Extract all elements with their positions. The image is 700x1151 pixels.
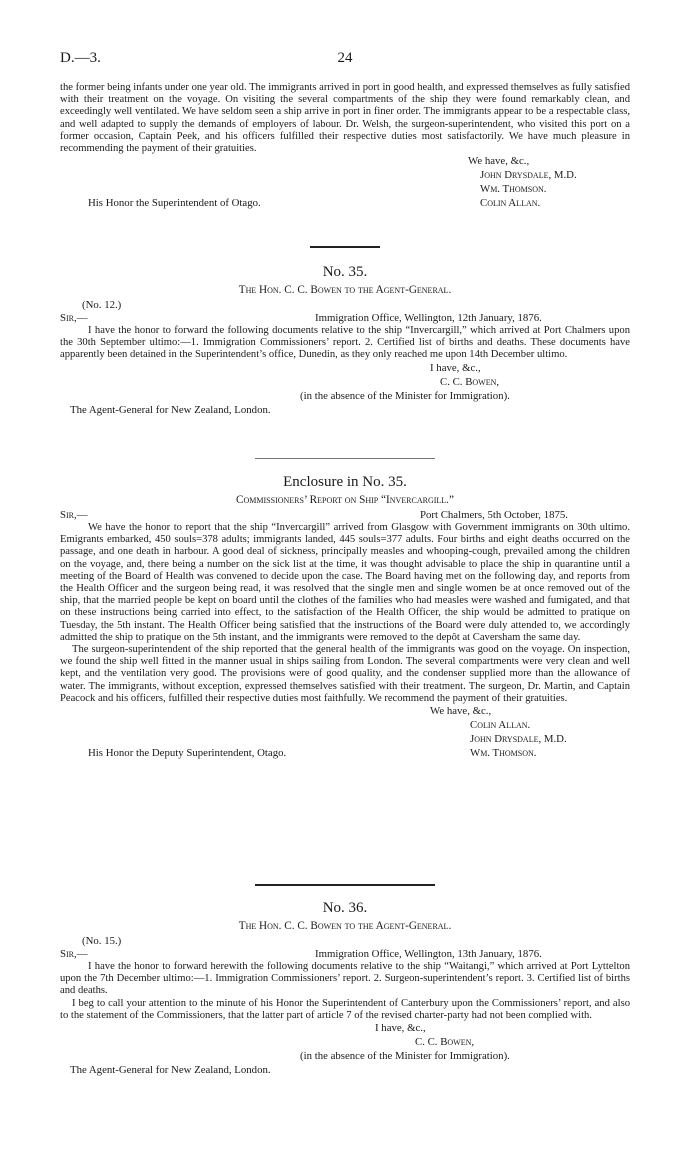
reference-row bbox=[60, 935, 630, 948]
reference-number: (No. 12.) bbox=[82, 299, 122, 311]
signer-note: (in the absence of the Minister for Immigration). bbox=[300, 389, 510, 402]
letter-body: I have the honor to forward herewith the following documents relative to the ship “Waitangi,” which arrived at Port Lyttelton upon the 7th December ultimo:—1. Immigration Commissioners’ report. 2. Surgeon-superintendent’s report. 3. Certified list of births and deaths. bbox=[60, 961, 630, 997]
salutation: Sir,— bbox=[60, 509, 88, 521]
signer-note-row bbox=[60, 1050, 630, 1064]
letter-subtitle: The Hon. C. C. Bowen to the Agent-General. bbox=[238, 920, 452, 932]
letter-title: No. 35. bbox=[322, 264, 368, 280]
salutation-row bbox=[60, 948, 630, 961]
salutation-row bbox=[60, 312, 630, 325]
closing-text: I have, &c., bbox=[430, 361, 481, 374]
report-continuation bbox=[60, 82, 630, 211]
closing-line bbox=[60, 1022, 630, 1036]
addressee: The Agent-General for New Zealand, London. bbox=[70, 403, 271, 416]
addressee: His Honor the Deputy Superintendent, Otago. bbox=[88, 747, 287, 760]
place-date: Immigration Office, Wellington, 12th January, 1876. bbox=[315, 312, 542, 324]
signatory: Wm. Thomson. bbox=[480, 183, 547, 196]
place-date: Immigration Office, Wellington, 13th January, 1876. bbox=[315, 948, 542, 960]
closing-text: We have, &c., bbox=[468, 155, 530, 168]
signatory: Wm. Thomson. bbox=[470, 747, 537, 760]
addressee: The Agent-General for New Zealand, London. bbox=[70, 1064, 271, 1077]
signatory: Colin Allan. bbox=[470, 719, 531, 732]
salutation: Sir,— bbox=[60, 312, 88, 324]
signatory-row bbox=[60, 719, 630, 733]
signatory-row bbox=[60, 747, 630, 761]
closing-text: We have, &c., bbox=[430, 705, 492, 718]
enclosure-title: Enclosure in No. 35. bbox=[283, 474, 407, 490]
salutation-row bbox=[60, 509, 630, 522]
signatory-row bbox=[60, 197, 630, 211]
signer-row bbox=[60, 376, 630, 390]
enclosure-paragraph: The surgeon-superintendent of the ship reported that the general health of the immigrants was good on the voyage. On inspection, we found the ship well fitted in the manner usual in ships sailing from London. The several compartments were very clean and well kept, and the ventilation very good. The provisions were of good quality, and the condenser supplied more than the allowance of water. The immigrants, without exception, expressed themselves satisfied with their treatment. The surgeon, Dr. Martin, and Captain Peacock and his officers, fulfilled their respective duties most faithfully. We recommend the payment of their gratuities. bbox=[60, 644, 630, 704]
signer-note: (in the absence of the Minister for Immigration). bbox=[300, 1050, 510, 1063]
letter-body: I have the honor to forward the following documents relative to the ship “Invercargill,” which arrived at Port Chalmers upon the 30th September ultimo:—1. Immigration Commissioners’ report. 2. Certified list of births and deaths. These documents have apparently been detained in the Superintendent’s office, Dunedin, as they only reached me upon 14th December ultimo. bbox=[60, 325, 630, 361]
letter-title: No. 36. bbox=[322, 900, 368, 916]
divider-rule bbox=[310, 246, 380, 248]
enclosure-paragraph: We have the honor to report that the ship “Invercargill” arrived from Glasgow with Government immigrants on 30th ultimo. Emigrants embarked, 450 souls=378 adults; immigrants landed, 445 souls=377 adults. Four births and eight deaths occurred on the passage, and one death in harbour. A good deal of sickness, principally measles and whooping-cough, prevailed among the children on the voyage, and, there being a number on the sick list at the time, it was thought advisable to place the ship in quarantine until a meeting of the Board of Health was convened to decide upon the case. The Board having met on the following day, and reports from the Health Officer and the surgeon being read, it was resolved that the single men and single women be at once removed out of the ship, that the married people be kept on board until the clothes of the families who had measles were washed and fumigated, and that on these instructions being carried into effect, to the satisfaction of the Health Officer, the ship would be admitted to pratique on Tuesday, the 5th instant. The Health Officer being satisfied that the instructions of the Board were duly attended to, we accordingly admitted the ship to pratique on the 5th instant, and the immigrants were removed to the depôt at Caversham the same day. bbox=[60, 522, 630, 643]
closing-text: I have, &c., bbox=[375, 1022, 426, 1035]
closing-line bbox=[60, 362, 630, 376]
enclosure-no-35 bbox=[60, 474, 630, 761]
signer-row bbox=[60, 1036, 630, 1050]
section-divider bbox=[60, 246, 630, 248]
signer: C. C. Bowen, bbox=[440, 375, 500, 388]
addressee-row bbox=[60, 404, 630, 418]
salutation: Sir,— bbox=[60, 948, 88, 960]
addressee: His Honor the Superintendent of Otago. bbox=[88, 197, 261, 210]
signatory: John Drysdale, M.D. bbox=[480, 169, 577, 182]
page-header bbox=[60, 50, 630, 70]
report-text: the former being infants under one year old. The immigrants arrived in port in good health, and expressed themselves as fully satisfied with their treatment on the voyage. On visiting the several compartments of the ship they were found remarkably clean, and exceedingly well ventilated. We have seldom seen a ship arrive in port in finer order. The immigrants appear to be a respectable class, and well adapted to supply the demands of employers of labour. Dr. Welsh, the surgeon-superintendent, who visited this port on a former occasion, Captain Peek, and his officers fulfilled their respective duties most satisfactorily. We have much pleasure in recommending the payment of their gratuities. bbox=[60, 82, 630, 155]
letter-no-35 bbox=[60, 264, 630, 418]
addressee-row bbox=[60, 1064, 630, 1078]
signatory-row bbox=[60, 169, 630, 183]
signer-note-row bbox=[60, 390, 630, 404]
reference-number: (No. 15.) bbox=[82, 935, 122, 947]
closing-line bbox=[60, 705, 630, 719]
letter-no-36 bbox=[60, 900, 630, 1078]
document-reference: D.—3. bbox=[60, 50, 101, 66]
reference-row bbox=[60, 299, 630, 312]
signatory-row bbox=[60, 183, 630, 197]
signatory: Colin Allan. bbox=[480, 197, 541, 210]
page-number: 24 bbox=[337, 50, 353, 66]
signer: C. C. Bowen, bbox=[415, 1036, 475, 1049]
signatory-row bbox=[60, 733, 630, 747]
letter-body: I beg to call your attention to the minute of his Honor the Superintendent of Canterbury upon the Commissioners’ report, and also to the statement of the Commissioners, that the latter part of article 7 of the revised charter-party had not been complied with. bbox=[60, 997, 630, 1021]
place-date: Port Chalmers, 5th October, 1875. bbox=[420, 509, 569, 521]
closing-line bbox=[60, 155, 630, 169]
section-divider bbox=[60, 458, 630, 459]
section-divider bbox=[60, 884, 630, 886]
divider-rule bbox=[255, 458, 435, 459]
signatory: John Drysdale, M.D. bbox=[470, 733, 567, 746]
enclosure-subtitle: Commissioners’ Report on Ship “Invercargill.” bbox=[236, 494, 454, 506]
letter-subtitle: The Hon. C. C. Bowen to the Agent-General. bbox=[238, 284, 452, 296]
divider-rule bbox=[255, 884, 435, 886]
